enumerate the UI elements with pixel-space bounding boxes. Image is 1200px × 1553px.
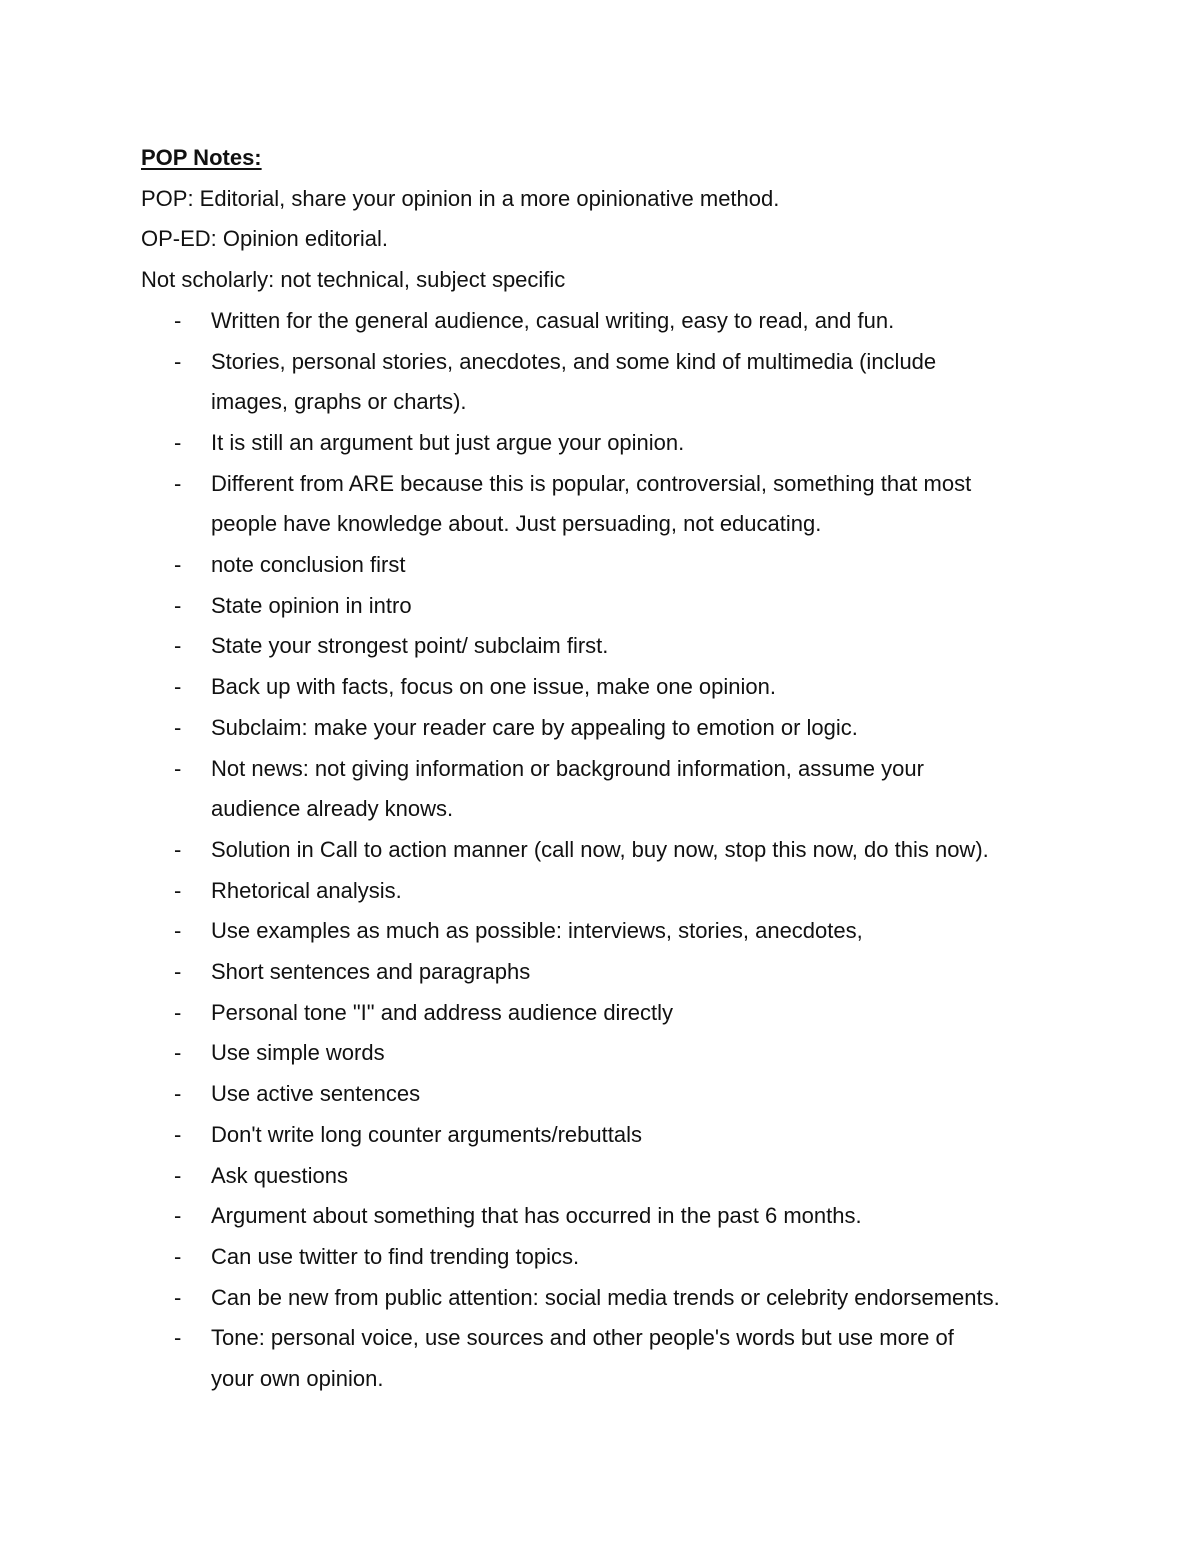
list-item-text: Use examples as much as possible: interviews, stories, anecdotes,: [211, 918, 863, 944]
bullet-dash-icon: -: [174, 714, 182, 740]
list-item: [141, 423, 1071, 464]
bullet-dash-icon: -: [174, 592, 182, 618]
bullet-dash-icon: -: [174, 552, 182, 578]
list-item-text: It is still an argument but just argue your opinion.: [211, 429, 685, 455]
list-item: [141, 911, 1071, 952]
list-item: [141, 667, 1071, 708]
bullet-dash-icon: -: [174, 633, 182, 659]
list-item-text: Stories, personal stories, anecdotes, and some kind of multimedia (include: [211, 348, 937, 374]
bullet-dash-icon: -: [174, 1081, 182, 1107]
list-item-text: Argument about something that has occurred in the past 6 months.: [211, 1203, 862, 1229]
bullet-list: [141, 301, 1071, 1400]
bullet-dash-icon: -: [174, 959, 182, 985]
list-item: [141, 1278, 1071, 1319]
intro-line: OP-ED: Opinion editorial.: [141, 226, 388, 252]
list-item-text: Different from ARE because this is popular, controversial, something that most: [211, 470, 972, 496]
bullet-dash-icon: -: [174, 1040, 182, 1066]
list-item: [141, 708, 1071, 749]
bullet-dash-icon: -: [174, 1203, 182, 1229]
list-item-text: Can be new from public attention: social media trends or celebrity endorsements.: [211, 1284, 1000, 1310]
bullet-dash-icon: -: [174, 674, 182, 700]
list-item: [141, 342, 1071, 423]
list-item-text: Written for the general audience, casual writing, easy to read, and fun.: [211, 307, 895, 333]
list-item-text: Rhetorical analysis.: [211, 877, 402, 903]
list-item: [141, 749, 1071, 830]
list-item-text: note conclusion first: [211, 552, 406, 578]
list-item: [141, 1115, 1071, 1156]
list-item-text: Back up with facts, focus on one issue, make one opinion.: [211, 674, 776, 700]
bullet-dash-icon: -: [174, 1284, 182, 1310]
bullet-dash-icon: -: [174, 999, 182, 1025]
bullet-dash-icon: -: [174, 429, 182, 455]
list-item: [141, 464, 1071, 545]
list-item: [141, 1318, 1071, 1399]
bullet-dash-icon: -: [174, 1243, 182, 1269]
intro-line: POP: Editorial, share your opinion in a more opinionative method.: [141, 185, 780, 211]
bullet-dash-icon: -: [174, 470, 182, 496]
bullet-dash-icon: -: [174, 348, 182, 374]
bullet-dash-icon: -: [174, 1325, 182, 1351]
list-item-text: State your strongest point/ subclaim first.: [211, 633, 609, 659]
bullet-dash-icon: -: [174, 307, 182, 333]
list-item-text: Personal tone "I" and address audience directly: [211, 999, 674, 1025]
list-item-text: Can use twitter to find trending topics.: [211, 1243, 580, 1269]
list-item: [141, 545, 1071, 586]
document-page: [141, 138, 1071, 1400]
list-item: [141, 626, 1071, 667]
list-item-text: Not news: not giving information or background information, assume your: [211, 755, 924, 781]
list-item-text: audience already knows.: [211, 796, 454, 822]
list-item: [141, 952, 1071, 993]
bullet-dash-icon: -: [174, 755, 182, 781]
bullet-dash-icon: -: [174, 836, 182, 862]
list-item-text: Short sentences and paragraphs: [211, 959, 531, 985]
list-item: [141, 1237, 1071, 1278]
list-item: [141, 1033, 1071, 1074]
list-item: [141, 871, 1071, 912]
list-item-text: people have knowledge about. Just persuading, not educating.: [211, 511, 822, 537]
list-item-text: Subclaim: make your reader care by appealing to emotion or logic.: [211, 714, 858, 740]
list-item-text: State opinion in intro: [211, 592, 412, 618]
list-item-text: Don't write long counter arguments/rebuttals: [211, 1121, 642, 1147]
list-item: [141, 993, 1071, 1034]
bullet-dash-icon: -: [174, 1121, 182, 1147]
list-item: [141, 830, 1071, 871]
list-item: [141, 586, 1071, 627]
list-item-text: Tone: personal voice, use sources and other people's words but use more of: [211, 1325, 954, 1351]
page-title: POP Notes:: [141, 145, 262, 170]
list-item: [141, 1074, 1071, 1115]
intro-lines: [141, 179, 1071, 301]
list-item: [141, 1196, 1071, 1237]
intro-line: Not scholarly: not technical, subject specific: [141, 267, 566, 293]
bullet-dash-icon: -: [174, 918, 182, 944]
bullet-dash-icon: -: [174, 1162, 182, 1188]
list-item-text: Solution in Call to action manner (call now, buy now, stop this now, do this now).: [211, 836, 989, 862]
list-item-text: images, graphs or charts).: [211, 389, 467, 415]
list-item-text: your own opinion.: [211, 1366, 384, 1392]
list-item-text: Ask questions: [211, 1162, 348, 1188]
list-item-text: Use active sentences: [211, 1081, 421, 1107]
list-item-text: Use simple words: [211, 1040, 385, 1066]
list-item: [141, 1156, 1071, 1197]
list-item: [141, 301, 1071, 342]
bullet-dash-icon: -: [174, 877, 182, 903]
